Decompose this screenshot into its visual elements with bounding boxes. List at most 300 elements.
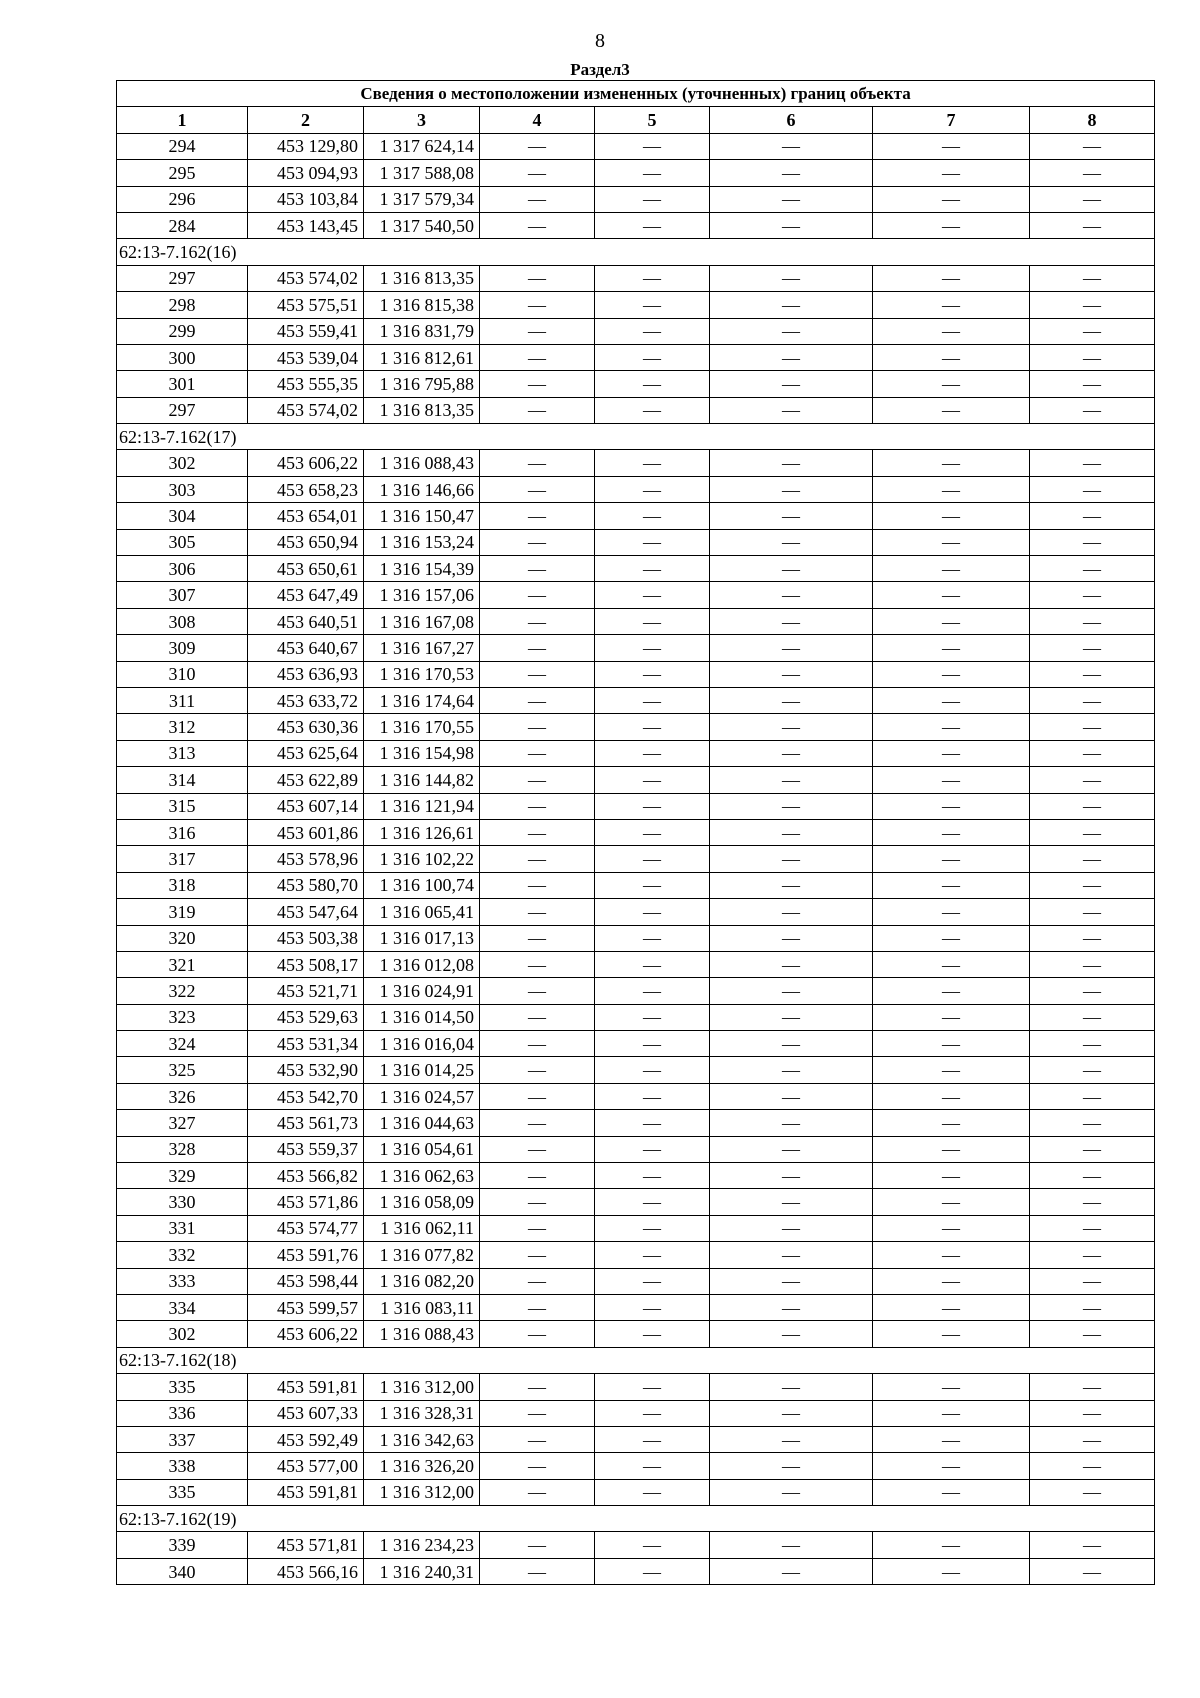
column-header: 8 — [1030, 107, 1155, 133]
empty-value-dash: — — [595, 846, 710, 872]
y-coordinate-cell: 1 316 170,55 — [364, 714, 480, 740]
empty-value-dash: — — [595, 925, 710, 951]
table-row — [117, 160, 1155, 186]
point-number-cell: 317 — [117, 846, 248, 872]
x-coordinate-cell: 453 103,84 — [248, 186, 364, 212]
empty-value-dash: — — [595, 503, 710, 529]
x-coordinate-cell: 453 566,82 — [248, 1163, 364, 1189]
empty-value-dash: — — [1030, 1083, 1155, 1109]
empty-value-dash: — — [1030, 767, 1155, 793]
group-row — [117, 239, 1155, 265]
table-row — [117, 344, 1155, 370]
table-caption: Сведения о местоположении измененных (уточненных) границ объекта — [117, 81, 1155, 107]
x-coordinate-cell: 453 599,57 — [248, 1294, 364, 1320]
empty-value-dash: — — [873, 687, 1030, 713]
empty-value-dash: — — [595, 1426, 710, 1452]
point-number-cell: 297 — [117, 265, 248, 291]
empty-value-dash: — — [1030, 978, 1155, 1004]
empty-value-dash: — — [595, 371, 710, 397]
column-header: 3 — [364, 107, 480, 133]
empty-value-dash: — — [873, 212, 1030, 238]
empty-value-dash: — — [873, 1400, 1030, 1426]
table-row — [117, 397, 1155, 423]
empty-value-dash: — — [595, 1558, 710, 1584]
table-row — [117, 1031, 1155, 1057]
empty-value-dash: — — [873, 397, 1030, 423]
empty-value-dash: — — [1030, 1268, 1155, 1294]
x-coordinate-cell: 453 577,00 — [248, 1453, 364, 1479]
y-coordinate-cell: 1 317 540,50 — [364, 212, 480, 238]
empty-value-dash: — — [1030, 344, 1155, 370]
empty-value-dash: — — [710, 265, 873, 291]
empty-value-dash: — — [1030, 714, 1155, 740]
empty-value-dash: — — [595, 1215, 710, 1241]
table-row — [117, 1453, 1155, 1479]
table-row — [117, 371, 1155, 397]
empty-value-dash: — — [710, 582, 873, 608]
table-row — [117, 951, 1155, 977]
empty-value-dash: — — [710, 133, 873, 159]
empty-value-dash: — — [710, 1294, 873, 1320]
empty-value-dash: — — [1030, 450, 1155, 476]
empty-value-dash: — — [873, 1426, 1030, 1452]
empty-value-dash: — — [710, 740, 873, 766]
empty-value-dash: — — [873, 133, 1030, 159]
point-number-cell: 335 — [117, 1479, 248, 1505]
group-label: 62:13-7.162(17) — [117, 424, 1155, 450]
empty-value-dash: — — [873, 1242, 1030, 1268]
x-coordinate-cell: 453 606,22 — [248, 450, 364, 476]
y-coordinate-cell: 1 316 144,82 — [364, 767, 480, 793]
empty-value-dash: — — [873, 450, 1030, 476]
table-row — [117, 292, 1155, 318]
empty-value-dash: — — [1030, 819, 1155, 845]
table-row — [117, 1479, 1155, 1505]
empty-value-dash: — — [595, 160, 710, 186]
x-coordinate-cell: 453 654,01 — [248, 503, 364, 529]
empty-value-dash: — — [1030, 133, 1155, 159]
x-coordinate-cell: 453 532,90 — [248, 1057, 364, 1083]
empty-value-dash: — — [873, 661, 1030, 687]
empty-value-dash: — — [710, 1558, 873, 1584]
empty-value-dash: — — [873, 714, 1030, 740]
table-row — [117, 661, 1155, 687]
x-coordinate-cell: 453 633,72 — [248, 687, 364, 713]
empty-value-dash: — — [595, 582, 710, 608]
x-coordinate-cell: 453 529,63 — [248, 1004, 364, 1030]
group-row — [117, 424, 1155, 450]
empty-value-dash: — — [710, 318, 873, 344]
empty-value-dash: — — [873, 1136, 1030, 1162]
table-row — [117, 608, 1155, 634]
empty-value-dash: — — [1030, 1004, 1155, 1030]
empty-value-dash: — — [480, 397, 595, 423]
group-label: 62:13-7.162(19) — [117, 1506, 1155, 1532]
empty-value-dash: — — [873, 1215, 1030, 1241]
table-row — [117, 1110, 1155, 1136]
table-row — [117, 265, 1155, 291]
empty-value-dash: — — [1030, 1374, 1155, 1400]
empty-value-dash: — — [480, 740, 595, 766]
empty-value-dash: — — [595, 687, 710, 713]
empty-value-dash: — — [480, 1004, 595, 1030]
empty-value-dash: — — [873, 1268, 1030, 1294]
empty-value-dash: — — [595, 872, 710, 898]
empty-value-dash: — — [710, 160, 873, 186]
empty-value-dash: — — [1030, 476, 1155, 502]
point-number-cell: 318 — [117, 872, 248, 898]
y-coordinate-cell: 1 316 083,11 — [364, 1294, 480, 1320]
empty-value-dash: — — [710, 635, 873, 661]
x-coordinate-cell: 453 606,22 — [248, 1321, 364, 1347]
table-row — [117, 635, 1155, 661]
empty-value-dash: — — [480, 661, 595, 687]
empty-value-dash: — — [1030, 1321, 1155, 1347]
table-row — [117, 899, 1155, 925]
x-coordinate-cell: 453 531,34 — [248, 1031, 364, 1057]
page-number: 8 — [595, 30, 605, 52]
table-row — [117, 1294, 1155, 1320]
point-number-cell: 327 — [117, 1110, 248, 1136]
point-number-cell: 302 — [117, 450, 248, 476]
empty-value-dash: — — [595, 1004, 710, 1030]
point-number-cell: 310 — [117, 661, 248, 687]
empty-value-dash: — — [1030, 292, 1155, 318]
empty-value-dash: — — [595, 318, 710, 344]
empty-value-dash: — — [710, 186, 873, 212]
empty-value-dash: — — [480, 1294, 595, 1320]
point-number-cell: 324 — [117, 1031, 248, 1057]
empty-value-dash: — — [480, 1242, 595, 1268]
empty-value-dash: — — [710, 1479, 873, 1505]
empty-value-dash: — — [1030, 1163, 1155, 1189]
y-coordinate-cell: 1 316 326,20 — [364, 1453, 480, 1479]
x-coordinate-cell: 453 143,45 — [248, 212, 364, 238]
empty-value-dash: — — [1030, 846, 1155, 872]
point-number-cell: 294 — [117, 133, 248, 159]
y-coordinate-cell: 1 316 024,91 — [364, 978, 480, 1004]
empty-value-dash: — — [873, 371, 1030, 397]
x-coordinate-cell: 453 571,81 — [248, 1532, 364, 1558]
empty-value-dash: — — [1030, 635, 1155, 661]
point-number-cell: 316 — [117, 819, 248, 845]
empty-value-dash: — — [480, 951, 595, 977]
table-row — [117, 793, 1155, 819]
empty-value-dash: — — [1030, 1479, 1155, 1505]
empty-value-dash: — — [873, 1558, 1030, 1584]
empty-value-dash: — — [1030, 1558, 1155, 1584]
empty-value-dash: — — [710, 1400, 873, 1426]
empty-value-dash: — — [595, 714, 710, 740]
point-number-cell: 333 — [117, 1268, 248, 1294]
table-row — [117, 1321, 1155, 1347]
table-row — [117, 1532, 1155, 1558]
empty-value-dash: — — [595, 1110, 710, 1136]
table-row — [117, 476, 1155, 502]
table-row — [117, 740, 1155, 766]
table-body — [117, 133, 1155, 1584]
point-number-cell: 284 — [117, 212, 248, 238]
empty-value-dash: — — [480, 160, 595, 186]
table-row — [117, 978, 1155, 1004]
empty-value-dash: — — [873, 1083, 1030, 1109]
x-coordinate-cell: 453 591,81 — [248, 1374, 364, 1400]
empty-value-dash: — — [710, 1031, 873, 1057]
empty-value-dash: — — [873, 951, 1030, 977]
empty-value-dash: — — [480, 925, 595, 951]
empty-value-dash: — — [595, 793, 710, 819]
empty-value-dash: — — [873, 1532, 1030, 1558]
empty-value-dash: — — [873, 1479, 1030, 1505]
point-number-cell: 302 — [117, 1321, 248, 1347]
empty-value-dash: — — [595, 740, 710, 766]
table-row — [117, 846, 1155, 872]
y-coordinate-cell: 1 316 126,61 — [364, 819, 480, 845]
empty-value-dash: — — [873, 978, 1030, 1004]
empty-value-dash: — — [710, 371, 873, 397]
x-coordinate-cell: 453 598,44 — [248, 1268, 364, 1294]
empty-value-dash: — — [480, 1558, 595, 1584]
y-coordinate-cell: 1 316 150,47 — [364, 503, 480, 529]
empty-value-dash: — — [480, 556, 595, 582]
empty-value-dash: — — [873, 1189, 1030, 1215]
empty-value-dash: — — [873, 740, 1030, 766]
point-number-cell: 307 — [117, 582, 248, 608]
y-coordinate-cell: 1 316 054,61 — [364, 1136, 480, 1162]
table-row — [117, 1163, 1155, 1189]
column-header: 6 — [710, 107, 873, 133]
y-coordinate-cell: 1 316 024,57 — [364, 1083, 480, 1109]
x-coordinate-cell: 453 574,02 — [248, 397, 364, 423]
empty-value-dash: — — [595, 661, 710, 687]
empty-value-dash: — — [710, 556, 873, 582]
table-row — [117, 819, 1155, 845]
y-coordinate-cell: 1 316 312,00 — [364, 1479, 480, 1505]
y-coordinate-cell: 1 316 234,23 — [364, 1532, 480, 1558]
empty-value-dash: — — [595, 1268, 710, 1294]
empty-value-dash: — — [480, 503, 595, 529]
point-number-cell: 304 — [117, 503, 248, 529]
table-row — [117, 1136, 1155, 1162]
y-coordinate-cell: 1 316 016,04 — [364, 1031, 480, 1057]
empty-value-dash: — — [1030, 186, 1155, 212]
group-row — [117, 1506, 1155, 1532]
empty-value-dash: — — [480, 635, 595, 661]
empty-value-dash: — — [480, 1268, 595, 1294]
empty-value-dash: — — [873, 186, 1030, 212]
table-row — [117, 714, 1155, 740]
empty-value-dash: — — [710, 1083, 873, 1109]
table-row — [117, 1426, 1155, 1452]
point-number-cell: 305 — [117, 529, 248, 555]
empty-value-dash: — — [480, 899, 595, 925]
empty-value-dash: — — [710, 503, 873, 529]
empty-value-dash: — — [873, 1321, 1030, 1347]
empty-value-dash: — — [1030, 1110, 1155, 1136]
empty-value-dash: — — [595, 1294, 710, 1320]
empty-value-dash: — — [873, 846, 1030, 872]
empty-value-dash: — — [1030, 1031, 1155, 1057]
empty-value-dash: — — [480, 793, 595, 819]
empty-value-dash: — — [710, 846, 873, 872]
group-row — [117, 1347, 1155, 1373]
empty-value-dash: — — [1030, 1400, 1155, 1426]
group-label: 62:13-7.162(18) — [117, 1347, 1155, 1373]
y-coordinate-cell: 1 316 813,35 — [364, 397, 480, 423]
empty-value-dash: — — [595, 1136, 710, 1162]
point-number-cell: 315 — [117, 793, 248, 819]
point-number-cell: 340 — [117, 1558, 248, 1584]
empty-value-dash: — — [595, 608, 710, 634]
empty-value-dash: — — [480, 1532, 595, 1558]
column-header: 4 — [480, 107, 595, 133]
x-coordinate-cell: 453 578,96 — [248, 846, 364, 872]
y-coordinate-cell: 1 316 154,39 — [364, 556, 480, 582]
empty-value-dash: — — [873, 1374, 1030, 1400]
table-row — [117, 318, 1155, 344]
table-row — [117, 1374, 1155, 1400]
x-coordinate-cell: 453 640,67 — [248, 635, 364, 661]
x-coordinate-cell: 453 601,86 — [248, 819, 364, 845]
group-label: 62:13-7.162(16) — [117, 239, 1155, 265]
empty-value-dash: — — [873, 582, 1030, 608]
empty-value-dash: — — [1030, 872, 1155, 898]
y-coordinate-cell: 1 316 174,64 — [364, 687, 480, 713]
empty-value-dash: — — [480, 978, 595, 1004]
empty-value-dash: — — [873, 793, 1030, 819]
x-coordinate-cell: 453 521,71 — [248, 978, 364, 1004]
empty-value-dash: — — [480, 1215, 595, 1241]
empty-value-dash: — — [480, 1110, 595, 1136]
empty-value-dash: — — [595, 1189, 710, 1215]
empty-value-dash: — — [873, 635, 1030, 661]
empty-value-dash: — — [595, 1453, 710, 1479]
y-coordinate-cell: 1 316 077,82 — [364, 1242, 480, 1268]
empty-value-dash: — — [873, 476, 1030, 502]
point-number-cell: 334 — [117, 1294, 248, 1320]
x-coordinate-cell: 453 640,51 — [248, 608, 364, 634]
table-caption-row — [117, 81, 1155, 107]
empty-value-dash: — — [480, 819, 595, 845]
table-row — [117, 687, 1155, 713]
point-number-cell: 300 — [117, 344, 248, 370]
empty-value-dash: — — [873, 529, 1030, 555]
y-coordinate-cell: 1 316 062,11 — [364, 1215, 480, 1241]
empty-value-dash: — — [480, 846, 595, 872]
empty-value-dash: — — [480, 371, 595, 397]
table-row — [117, 872, 1155, 898]
empty-value-dash: — — [480, 186, 595, 212]
empty-value-dash: — — [873, 899, 1030, 925]
point-number-cell: 322 — [117, 978, 248, 1004]
x-coordinate-cell: 453 647,49 — [248, 582, 364, 608]
y-coordinate-cell: 1 316 154,98 — [364, 740, 480, 766]
table-row — [117, 767, 1155, 793]
point-number-cell: 297 — [117, 397, 248, 423]
empty-value-dash: — — [710, 1268, 873, 1294]
table-header-row — [117, 107, 1155, 133]
y-coordinate-cell: 1 316 312,00 — [364, 1374, 480, 1400]
x-coordinate-cell: 453 607,33 — [248, 1400, 364, 1426]
empty-value-dash: — — [710, 450, 873, 476]
empty-value-dash: — — [480, 292, 595, 318]
empty-value-dash: — — [480, 265, 595, 291]
y-coordinate-cell: 1 316 100,74 — [364, 872, 480, 898]
point-number-cell: 299 — [117, 318, 248, 344]
empty-value-dash: — — [595, 635, 710, 661]
empty-value-dash: — — [1030, 1057, 1155, 1083]
y-coordinate-cell: 1 316 146,66 — [364, 476, 480, 502]
empty-value-dash: — — [873, 1110, 1030, 1136]
empty-value-dash: — — [480, 1321, 595, 1347]
empty-value-dash: — — [480, 1163, 595, 1189]
empty-value-dash: — — [710, 793, 873, 819]
empty-value-dash: — — [710, 1374, 873, 1400]
empty-value-dash: — — [1030, 160, 1155, 186]
empty-value-dash: — — [480, 582, 595, 608]
x-coordinate-cell: 453 650,61 — [248, 556, 364, 582]
point-number-cell: 295 — [117, 160, 248, 186]
empty-value-dash: — — [710, 529, 873, 555]
empty-value-dash: — — [710, 661, 873, 687]
empty-value-dash: — — [873, 1294, 1030, 1320]
empty-value-dash: — — [873, 1163, 1030, 1189]
y-coordinate-cell: 1 316 813,35 — [364, 265, 480, 291]
empty-value-dash: — — [1030, 1215, 1155, 1241]
x-coordinate-cell: 453 636,93 — [248, 661, 364, 687]
empty-value-dash: — — [1030, 371, 1155, 397]
empty-value-dash: — — [480, 1374, 595, 1400]
point-number-cell: 309 — [117, 635, 248, 661]
empty-value-dash: — — [710, 925, 873, 951]
empty-value-dash: — — [1030, 899, 1155, 925]
table-row — [117, 925, 1155, 951]
empty-value-dash: — — [595, 1031, 710, 1057]
empty-value-dash: — — [595, 450, 710, 476]
empty-value-dash: — — [710, 292, 873, 318]
point-number-cell: 325 — [117, 1057, 248, 1083]
point-number-cell: 314 — [117, 767, 248, 793]
empty-value-dash: — — [710, 872, 873, 898]
empty-value-dash: — — [595, 133, 710, 159]
empty-value-dash: — — [1030, 582, 1155, 608]
empty-value-dash: — — [1030, 687, 1155, 713]
empty-value-dash: — — [710, 714, 873, 740]
empty-value-dash: — — [710, 344, 873, 370]
y-coordinate-cell: 1 316 167,27 — [364, 635, 480, 661]
y-coordinate-cell: 1 316 014,50 — [364, 1004, 480, 1030]
empty-value-dash: — — [480, 1453, 595, 1479]
empty-value-dash: — — [480, 687, 595, 713]
empty-value-dash: — — [1030, 740, 1155, 766]
empty-value-dash: — — [480, 1136, 595, 1162]
empty-value-dash: — — [480, 1426, 595, 1452]
y-coordinate-cell: 1 316 102,22 — [364, 846, 480, 872]
section-title: Раздел3 — [570, 60, 630, 79]
table-row — [117, 133, 1155, 159]
empty-value-dash: — — [595, 397, 710, 423]
empty-value-dash: — — [595, 344, 710, 370]
empty-value-dash: — — [873, 925, 1030, 951]
empty-value-dash: — — [480, 212, 595, 238]
empty-value-dash: — — [710, 397, 873, 423]
x-coordinate-cell: 453 591,76 — [248, 1242, 364, 1268]
empty-value-dash: — — [595, 1479, 710, 1505]
y-coordinate-cell: 1 317 588,08 — [364, 160, 480, 186]
point-number-cell: 319 — [117, 899, 248, 925]
y-coordinate-cell: 1 316 240,31 — [364, 1558, 480, 1584]
x-coordinate-cell: 453 508,17 — [248, 951, 364, 977]
